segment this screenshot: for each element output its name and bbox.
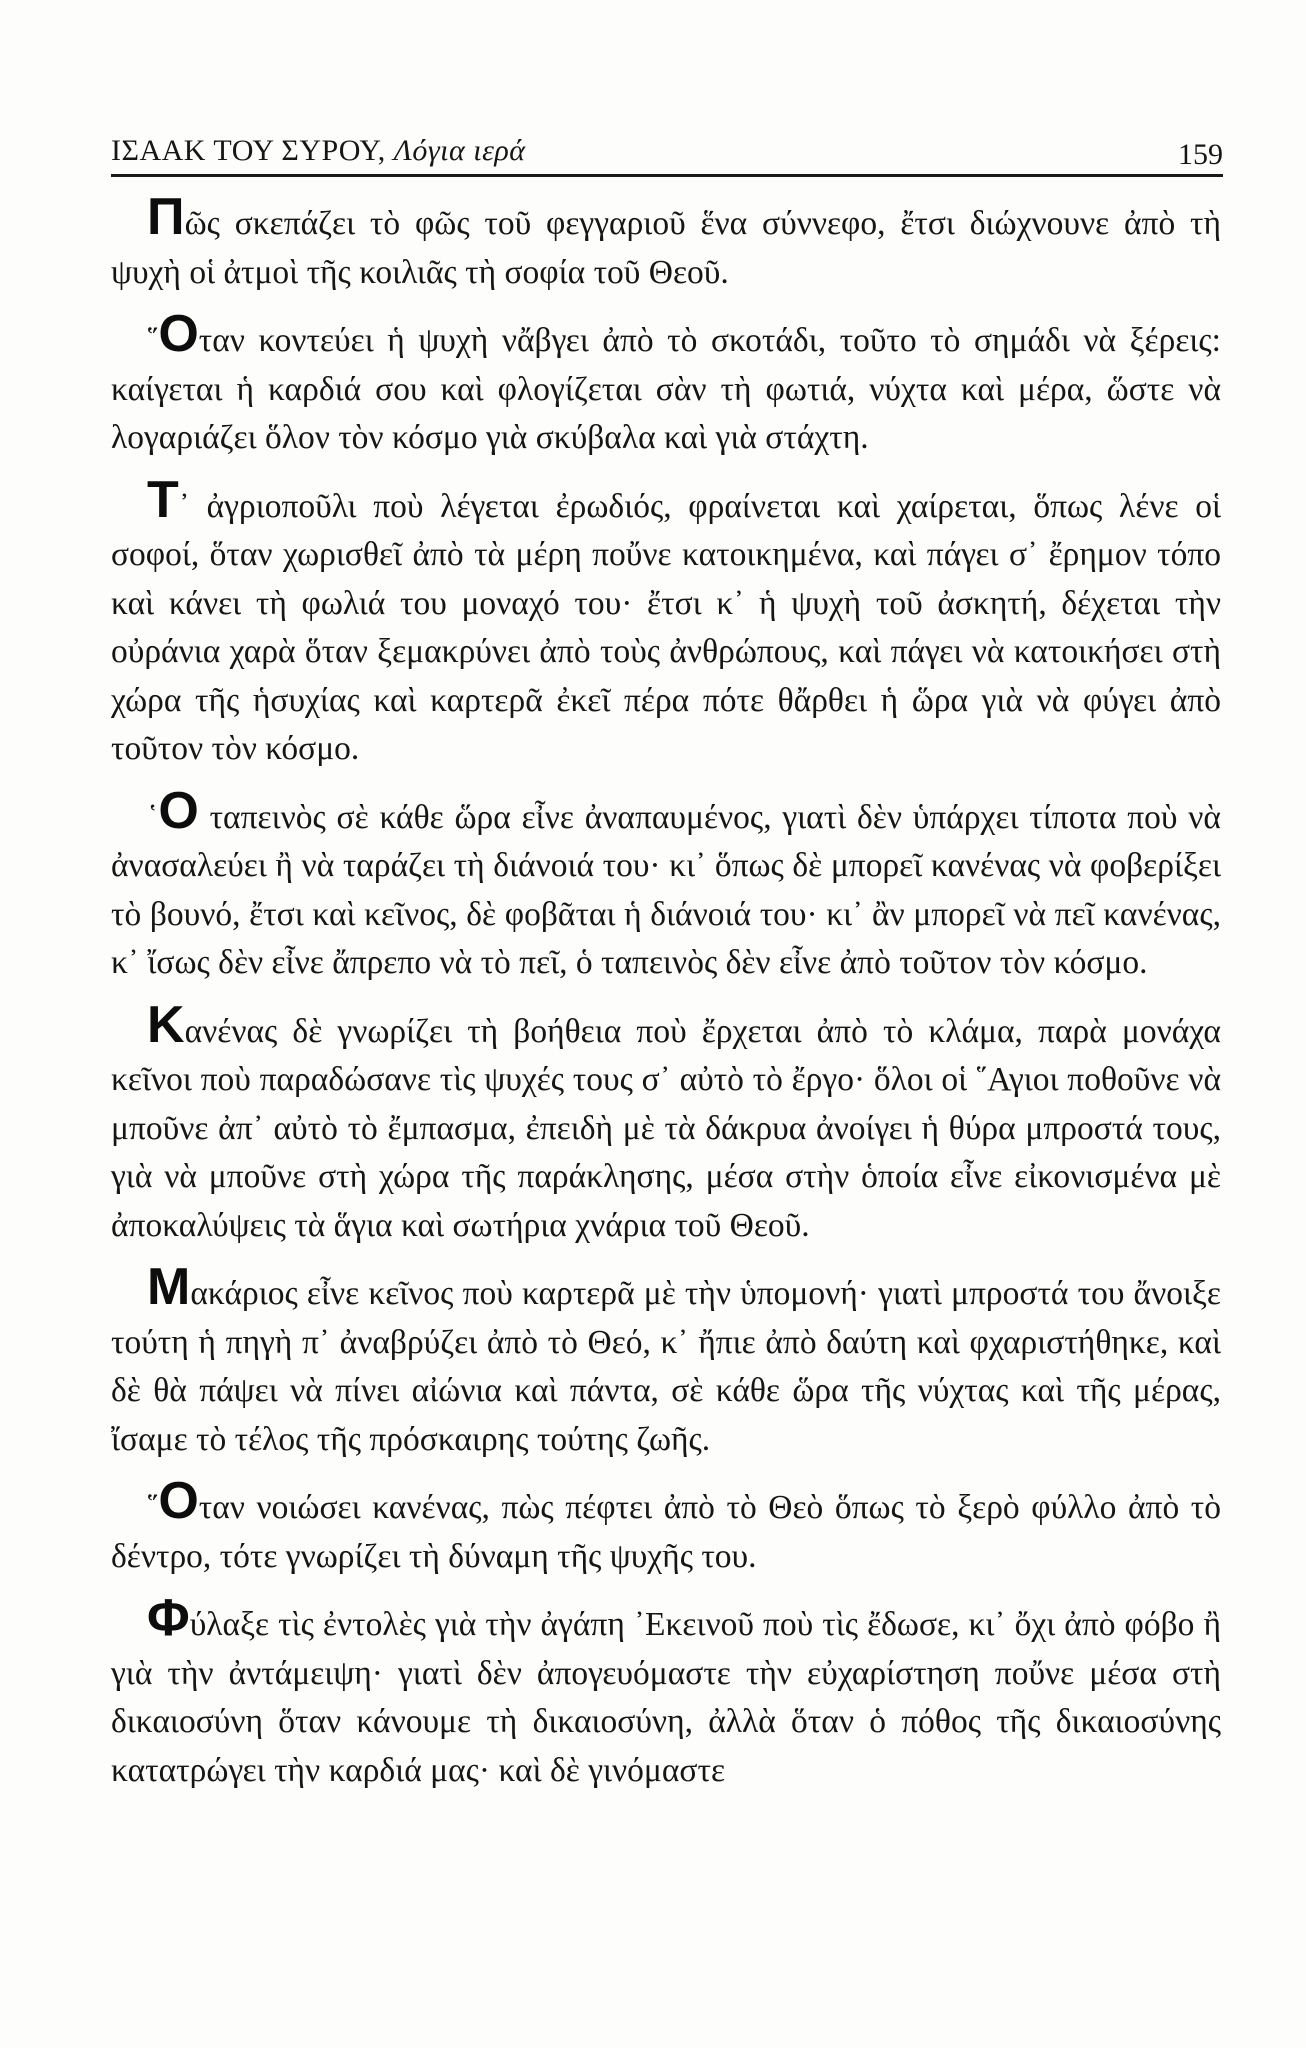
paragraph-3: [111, 470, 1221, 774]
header-title: [111, 134, 526, 168]
header-work-title: Λόγια ιερά: [393, 134, 526, 167]
initial-breathing-mark: ῞: [147, 1489, 159, 1526]
running-header: [111, 126, 1223, 177]
body-text: [111, 188, 1221, 1815]
page-number: 159: [1178, 138, 1223, 171]
drop-initial: Ο: [158, 781, 199, 840]
drop-initial: Τ: [147, 470, 179, 529]
paragraph-text: ταν κοντεύει ἡ ψυχὴ νἄβγει ἀπὸ τὸ σκοτάδι, τοῦτο τὸ σημάδι νὰ ξέρεις: καίγεται ἡ καρδιά σου καὶ φλογίζεται σὰν τὴ φωτιά, νύχτα καὶ μέρα, ὥστε νὰ λογαριάζει ὅλον τὸν κόσμο γιὰ σκύβαλα καὶ γιὰ στάχτη.: [111, 322, 1221, 456]
paragraph-7: [111, 1472, 1221, 1581]
paragraph-text: ανένας δὲ γνωρίζει τὴ βοήθεια ποὺ ἔρχεται ἀπὸ τὸ κλάμα, παρὰ μονάχα κεῖνοι ποὺ παραδώσανε τὶς ψυχές τους σ᾿ αὐτὸ τὸ ἔργο· ὅλοι οἱ ῞Αγιοι ποθοῦνε νὰ μποῦνε ἀπ᾿ αὐτὸ τὸ ἔμπασμα, ἐπειδὴ μὲ τὰ δάκρυα ἀνοίγει ἡ θύρα μπροστά τους, γιὰ νὰ μποῦνε στὴ χώρα τῆς παράκλησης, μέσα στὴν ὁποία εἶνε εἰκονισμένα μὲ ἀποκαλύψεις τὰ ἅγια καὶ σωτήρια χνάρια τοῦ Θεοῦ.: [111, 1012, 1221, 1244]
paragraph-text: ᾿ ἀγριοποῦλι ποὺ λέγεται ἐρωδιός, φραίνεται καὶ χαίρεται, ὅπως λένε οἱ σοφοί, ὅταν χωρισθεῖ ἀπὸ τὰ μέρη ποὔνε κατοικημένα, καὶ πάγει σ᾿ ἔρημον τόπο καὶ κάνει τὴ φωλιά του μοναχό του· ἔτσι κ᾿ ἡ ψυχὴ τοῦ ἀσκητή, δέχεται τὴν οὐράνια χαρὰ ὅταν ξεμακρύνει ἀπὸ τοὺς ἀνθρώπους, καὶ πάγει νὰ κατοικήσει στὴ χώρα τῆς ἡσυχίας καὶ καρτερᾶ ἐκεῖ πέρα πότε θἄρθει ἡ ὥρα γιὰ νὰ φύγει ἀπὸ τοῦτον τὸν κόσμο.: [111, 487, 1221, 767]
drop-initial: Π: [147, 188, 185, 246]
paragraph-4: [111, 781, 1221, 988]
drop-initial: Μ: [147, 1258, 191, 1316]
initial-breathing-mark: ῾: [147, 798, 159, 836]
paragraph-1: [111, 188, 1221, 297]
header-author: ΙΣΑΑΚ ΤΟΥ ΣΥΡΟΥ,: [111, 134, 386, 167]
paragraph-8: [111, 1589, 1221, 1795]
paragraph-5: [111, 995, 1221, 1251]
paragraph-text: ταπεινὸς σὲ κάθε ὥρα εἶνε ἀναπαυμένος, γιατὶ δὲν ὑπάρχει τίποτα ποὺ νὰ ἀνασαλεύει ἢ νὰ ταράζει τὴ διάνοιά του· κι᾿ ὅπως δὲ μπορεῖ κανένας νὰ φοβερίξει τὸ βουνό, ἔτσι καὶ κεῖνος, δὲ φοβᾶται ἡ διάνοιά του· κι᾿ ἂν μπορεῖ νὰ πεῖ κανένας, κ᾿ ἴσως δὲν εἶνε ἄπρεπο νὰ τὸ πεῖ, ὁ ταπεινὸς δὲν εἶνε ἀπὸ τοῦτον τὸν κόσμο.: [111, 798, 1221, 981]
initial-breathing-mark: ῞: [147, 322, 159, 359]
paragraph-text: ῶς σκεπάζει τὸ φῶς τοῦ φεγγαριοῦ ἕνα σύννεφο, ἔτσι διώχνουνε ἀπὸ τὴ ψυχὴ οἱ ἀτμοὶ τῆς κοιλιᾶς τὴ σοφία τοῦ Θεοῦ.: [111, 205, 1221, 291]
drop-initial: Κ: [147, 995, 185, 1054]
paragraph-text: ύλαξε τὶς ἐντολὲς γιὰ τὴν ἀγάπη ᾿Εκεινοῦ ποὺ τὶς ἔδωσε, κι᾿ ὄχι ἀπὸ φόβο ἢ γιὰ τὴν ἀντάμειψη· γιατὶ δὲν ἀπογευόμαστε τὴν εὐχαρίστηση ποὔνε μέσα στὴ δικαιοσύνη ὅταν κάνουμε τὴ δικαιοσύνη, ἀλλὰ ὅταν ὁ πόθος τῆς δικαιοσύνης κατατρώγει τὴν καρδιά μας· καὶ δὲ γινόμαστε: [111, 1606, 1221, 1789]
paragraph-2: [111, 305, 1221, 463]
paragraph-text: ακάριος εἶνε κεῖνος ποὺ καρτερᾶ μὲ τὴν ὑπομονή· γιατὶ μπροστά του ἄνοιξε τούτη ἡ πηγὴ π᾿ ἀναβρύζει ἀπὸ τὸ Θεό, κ᾿ ἤπιε ἀπὸ δαύτη καὶ φχαριστήθηκε, καὶ δὲ θὰ πάψει νὰ πίνει αἰώνια καὶ πάντα, σὲ κάθε ὥρα τῆς νύχτας καὶ τῆς μέρας, ἴσαμε τὸ τέλος τῆς πρόσκαιρης τούτης ζωῆς.: [111, 1275, 1221, 1458]
drop-initial: Ο: [158, 305, 199, 363]
paragraph-6: [111, 1258, 1221, 1464]
drop-initial: Ο: [158, 1472, 199, 1530]
drop-initial: Φ: [147, 1589, 190, 1647]
paragraph-text: ταν νοιώσει κανένας, πὼς πέφτει ἀπὸ τὸ Θεὸ ὅπως τὸ ξερὸ φύλλο ἀπὸ τὸ δέντρο, τότε γνωρίζει τὴ δύναμη τῆς ψυχῆς του.: [111, 1489, 1221, 1575]
